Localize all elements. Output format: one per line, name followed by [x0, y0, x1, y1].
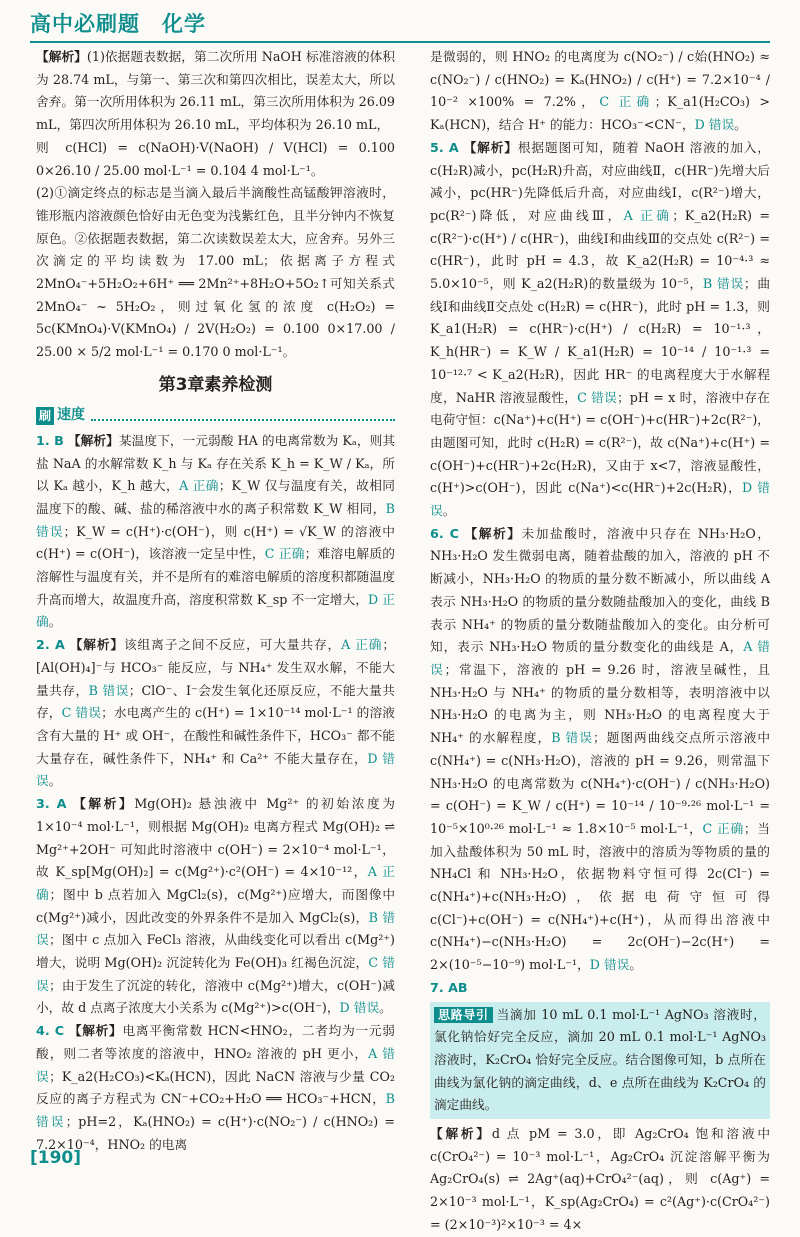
answer-1-verdict-c: C 正确: [264, 546, 305, 562]
answer-7: [430, 1123, 770, 1237]
answer-5-text-c: ；曲线Ⅰ和曲线Ⅱ交点处 c(H₂R) = c(HR⁻)，此时 pH = 1.3，则 K_a1(H₂R) = c(HR⁻)·c(H⁺) / c(H₂R) = 10⁻¹·³，K_h(HR⁻) = K_W / K_a1(H₂R) = 10⁻¹⁴ / 10⁻¹·³ = 10⁻¹²·⁷ < K_a2(H₂R)，因此 HR⁻ 的电离程度大于水解程度，NaHR 溶液显酸性，: [430, 276, 771, 405]
answer-1-verdict-d: D 正确: [36, 591, 395, 630]
analysis-label: 【解析】: [36, 49, 87, 64]
thinking-guide-tag: 思路导引: [434, 1007, 493, 1023]
answer-4-text-b: ；K_a2(H₂CO₃)<Kₐ(HCN)，因此 NaCN 溶液与少量 CO₂ 反应的离子方程式为 CN⁻+CO₂+H₂O ══ HCO₃⁻+HCN，: [36, 1068, 396, 1107]
answer-2-number: 2. A: [36, 637, 65, 653]
answer-3-text-e: 。: [379, 1000, 392, 1016]
answer-6-verdict-c: C 正确: [702, 820, 744, 836]
answer-1: [36, 430, 395, 634]
answer-1-verdict-a: A 正确: [179, 478, 219, 494]
answer-1-text-c: ；K_W = c(H⁺)·c(OH⁻)，则 c(H⁺) = √K_W 的溶液中 c(H⁺) = c(OH⁻)，该溶液一定呈中性，: [36, 523, 395, 562]
answer-1-text-e: 。: [48, 614, 62, 630]
answer-4-cont-verdict-d: D 错误: [694, 117, 735, 133]
answer-7-text-a: d 点 pM = 3.0，即 Ag₂CrO₄ 饱和溶液中 c(CrO₄²⁻) = 10⁻³ mol·L⁻¹，Ag₂CrO₄ 沉淀溶解平衡为 Ag₂CrO₄(s) ⇌ 2Ag⁺(aq)+CrO₄²⁻(aq)，则 c(Ag⁺) = 2×10⁻³ mol·L⁻¹，K_sp(Ag₂CrO₄) = c²(Ag⁺)·c(CrO₄²⁻) = (2×10⁻³)²×10⁻³ = 4×: [430, 1126, 771, 1232]
answer-3-verdict-d: D 错误: [339, 1000, 380, 1016]
answer-6-text-b: ；常温下，溶液的 pH = 9.26 时，溶液呈碱性，且 NH₃·H₂O 与 NH₄⁺ 的物质的量分数相等，表明溶液中以 NH₃·H₂O 的电离为主，则 NH₃·H₂O 的电离程度大于 NH₄⁺ 的水解程度，: [430, 661, 771, 746]
answer-5-text-b: ；K_a2(H₂R) = c(R²⁻)·c(H⁺) / c(HR⁻)，曲线Ⅰ和曲线Ⅲ的交点处 c(R²⁻) = c(HR⁻)，此时 pH = 4.3，故 K_a2(H₂R) = 10⁻⁴·³ ≈ 5.0×10⁻⁵，则 K_a2(H₂R)的数量级为 10⁻⁵，: [430, 207, 770, 292]
answer-2-text-a: 该组离子之间不反应，可大量共存，: [123, 637, 342, 653]
answer-4-verdict-b: B 错误: [36, 1091, 395, 1129]
answer-5-verdict-b: B 错误: [702, 276, 744, 292]
answer-2-text-e: 。: [48, 773, 62, 789]
answer-2: [36, 634, 395, 793]
thinking-guide-text: 当滴加 10 mL 0.1 mol·L⁻¹ AgNO₃ 溶液时，氯化钠恰好完全反应，滴加 20 mL 0.1 mol·L⁻¹ AgNO₃ 溶液时，K₂CrO₄ 恰好完全反应。结合图像可知，b 点所在曲线为氯化钠的滴定曲线，d、e 点所在曲线为 K₂CrO₄ 的滴定曲线。: [434, 1006, 766, 1113]
answer-3-verdict-a: A 正确: [36, 864, 395, 902]
answer-2-verdict-c: C 错误: [61, 705, 102, 721]
answer-2-verdict-a: A 正确: [341, 637, 383, 653]
answer-7-number: 7. AB: [430, 979, 468, 995]
intro-text-1: (1)依据题表数据，第二次所用 NaOH 标准溶液的体积为 28.74 mL，与第一、第三次和第四次相比，误差太大，所以舍弃。第一次所用体积为 26.11 mL，第三次所用体积为 26.09 mL，第四次所用体积为 26.10 mL，平均体积为 26.10 mL，: [36, 49, 396, 133]
page-header-title: 高中必刷题 化学: [30, 12, 206, 36]
answer-6-text-a: 未加盐酸时，溶液中只存在 NH₃·H₂O，NH₃·H₂O 发生微弱电离，随着盐酸的加入，溶液的 pH 不断减小，NH₃·H₂O 的物质的量分数不断减小，所以曲线 A 表示 NH₃·H₂O 的物质的量分数随盐酸加入的变化，曲线 B 表示 NH₄⁺ 的物质的量分数随盐酸加入的变化。由分析可知，表示 NH₃·H₂O 物质的量分数变化的曲线是 A，: [430, 525, 770, 655]
answer-6-label: 【解析】: [464, 525, 522, 541]
answer-2-label: 【解析】: [69, 637, 124, 653]
answer-5-text-d: ；pH = x 时，溶液中存在电荷守恒：c(Na⁺)+c(H⁺) = c(OH⁻)+c(HR⁻)+2c(R²⁻)，由题图可知，此时 c(H₂R) = c(R²⁻)，故 c(Na⁺)+c(H⁺) = c(OH⁻)+c(HR⁻)+2c(H₂R)，又由于 x<7，溶液显酸性，c(H⁺)>c(OH⁻)，因此 c(Na⁺)<c(HR⁻)+2c(H₂R)，: [430, 389, 770, 496]
section-name: 速度: [57, 407, 86, 424]
answer-3-label: 【解析】: [73, 796, 135, 812]
answer-1-text-a: 某温度下，一元弱酸 HA 的电离常数为 Kₐ，则其盐 NaA 的水解常数 K_h 与 Kₐ 存在关系 K_h = K_W / Kₐ，所以 Kₐ 越小，K_h 越大，: [36, 432, 396, 494]
answer-5-verdict-a: A 正确: [623, 207, 673, 223]
intro-paragraph-3: (2)①滴定终点的标志是当滴入最后半滴酸性高锰酸钾溶液时，锥形瓶内溶液颜色恰好由无色变为浅紫红色，且半分钟内不恢复原色。②依据题表数据，第二次读数误差太大，应舍弃。另外三次滴定的平均读数为 17.00 mL；依据离子方程式 2MnO₄⁻+5H₂O₂+6H⁺ ══ 2Mn²⁺+8H₂O+5O₂↑可知关系式 2MnO₄⁻ ~ 5H₂O₂，则过氧化氢的浓度 c(H₂O₂) = 5c(KMnO₄)·V(KMnO₄) / 2V(H₂O₂) = 0.100 0×17.00 / 25.00 × 5/2 mol·L⁻¹ = 0.170 0 mol·L⁻¹。: [36, 185, 395, 360]
answer-3: [36, 793, 395, 1020]
answer-6-verdict-d: D 错误: [589, 957, 630, 973]
answer-6-text-c: ；题图两曲线交点所示溶液中 c(NH₄⁺) = c(NH₃·H₂O)，溶液的 pH = 9.26，则常温下 NH₃·H₂O 的电离常数为 c(NH₄⁺)·c(OH⁻) / c(NH₃·H₂O) = c(OH⁻) = K_W / c(H⁺) = 10⁻¹⁴ / 10⁻⁹·²⁶ mol·L⁻¹ = 10⁻⁵×10⁰·²⁶ mol·L⁻¹ ≈ 1.8×10⁻⁵ mol·L⁻¹，: [430, 730, 771, 836]
answer-2-text-d: ；水电离产生的 c(H⁺) = 1×10⁻¹⁴ mol·L⁻¹ 的溶液含有大量的 H⁺ 或 OH⁻，在酸性和碱性条件下，HCO₃⁻ 都不能大量存在，碱性条件下，NH₄⁺ 和 Ca²⁺ 不能大量存在，: [36, 705, 395, 766]
answer-5-text-e: 。: [442, 503, 456, 519]
answer-1-text-b: ；K_W 仅与温度有关，故相同温度下的酸、碱、盐的稀溶液中水的离子积常数 K_W 相同，: [36, 478, 395, 516]
answer-3-text-d: ；由于发生了沉淀的转化，溶液中 c(Mg²⁺)增大，c(OH⁻)减小，故 d 点离子浓度大小关系为 c(Mg²⁺)>c(OH⁻)，: [36, 977, 395, 1016]
answer-5-number: 5. A: [430, 139, 459, 155]
answer-1-text-d: ；难溶电解质的溶解性与温度有关，并不是所有的难溶电解质的溶度积都随温度升高而增大，故温度升高，溶度积常数 K_sp 不一定增大，: [36, 546, 395, 607]
answer-4-label: 【解析】: [68, 1023, 123, 1039]
answer-4-verdict-a: A 错误: [36, 1045, 395, 1084]
answer-4-continued: [430, 46, 770, 137]
answer-5-verdict-c: C 错误: [577, 389, 618, 405]
answer-1-verdict-b: B 错误: [36, 500, 395, 539]
answer-4-cont-text-a: 是微弱的，则 HNO₂ 的电离度为 c(NO₂⁻) / c始(HNO₂) ≈ c(NO₂⁻) / c(HNO₂) = Kₐ(HNO₂) / c(H⁺) = 7.2×10⁻⁴ / 10⁻² ×100% = 7.2%，: [430, 49, 770, 110]
answer-6-verdict-b: B 错误: [551, 730, 593, 746]
answer-7-label: 【解析】: [430, 1126, 492, 1142]
answer-4-number: 4. C: [36, 1023, 65, 1039]
section-header: [36, 404, 395, 428]
answer-6-text-d: ；当加入盐酸体积为 50 mL 时，溶液中的溶质为等物质的量的 NH₄Cl 和 NH₃·H₂O，依据物料守恒可得 2c(Cl⁻) = c(NH₄⁺)+c(NH₃·H₂O)，依据电荷守恒可得 c(Cl⁻)+c(OH⁻) = c(NH₄⁺)+c(H⁺)，从而得出溶液中 c(NH₄⁺)−c(NH₃·H₂O) = 2c(OH⁻)−2c(H⁺) = 2×(10⁻⁵−10⁻⁹) mol·L⁻¹，: [430, 820, 770, 973]
answer-2-verdict-d: D 错误: [36, 750, 395, 789]
right-column: [430, 46, 770, 1237]
answer-3-verdict-c: C 错误: [36, 955, 395, 993]
intro-paragraph-1: [36, 46, 395, 137]
answer-3-text-c: ；图中 c 点加入 FeCl₃ 溶液，从曲线变化可以看出 c(Mg²⁺)增大，说明 Mg(OH)₂ 沉淀转化为 Fe(OH)₃ 红褐色沉淀，: [36, 932, 396, 971]
answer-1-label: 【解析】: [67, 432, 119, 448]
answer-5-label: 【解析】: [463, 139, 518, 155]
answer-4-cont-text-b: ；K_a1(H₂CO₃) > Kₐ(HCN)，结合 H⁺ 的能力：HCO₃⁻<CN⁻，: [430, 94, 771, 133]
answer-3-text-a: Mg(OH)₂ 悬浊液中 Mg²⁺ 的初始浓度为 1×10⁻⁴ mol·L⁻¹，则根据 Mg(OH)₂ 电离方程式 Mg(OH)₂ ⇌ Mg²⁺+2OH⁻ 可知此时溶液中 c(OH⁻) = 2×10⁻⁴ mol·L⁻¹，故 K_sp[Mg(OH)₂] = c(Mg²⁺)·c²(OH⁻) = 4×10⁻¹²，: [36, 796, 395, 880]
answer-3-verdict-b: B 错误: [36, 909, 396, 948]
answer-4-text-a: 电离平衡常数 HCN<HNO₂，二者均为一元弱酸，则二者等浓度的溶液中，HNO₂ 溶液的 pH 更小，: [36, 1023, 395, 1061]
answer-5-text-a: 根据题图可知，随着 NaOH 溶液的加入，c(H₂R)减小，pc(H₂R)升高，对应曲线Ⅱ，c(HR⁻)先增大后减小，pc(HR⁻)先降低后升高，对应曲线Ⅰ，c(R²⁻)增大，pc(R²⁻)降低，对应曲线Ⅲ，: [430, 139, 770, 223]
section-tag: 刷: [36, 407, 54, 425]
answer-6-verdict-a: A 错误: [430, 639, 770, 677]
answer-4-cont-verdict-c: C 正确: [599, 94, 655, 110]
section-divider: [91, 411, 395, 421]
header-divider: [30, 41, 770, 43]
answer-2-text-b: ；[Al(OH)₄]⁻与 HCO₃⁻ 能反应，与 NH₄⁺ 发生双水解，不能大量共存，: [36, 637, 395, 698]
intro-paragraph-2: 则 c(HCl) = c(NaOH)·V(NaOH) / V(HCl) = 0.100 0×26.10 / 25.00 mol·L⁻¹ = 0.104 4 mol·L⁻¹。: [36, 139, 395, 178]
answer-4: [36, 1020, 395, 1156]
answer-2-verdict-b: B 错误: [88, 682, 129, 698]
answer-3-number: 3. A: [36, 796, 67, 812]
answer-1-number: 1. B: [36, 432, 64, 448]
left-column: [36, 46, 395, 1156]
answer-7-heading: [430, 977, 770, 1000]
answer-5: [430, 137, 770, 523]
answer-2-text-c: ；ClO⁻、I⁻会发生氧化还原反应，不能大量共存，: [36, 682, 395, 721]
chapter-title: 第3章素养检测: [158, 374, 273, 395]
answer-4-cont-text-c: 。: [734, 117, 747, 133]
answer-3-text-b: ；图中 b 点若加入 MgCl₂(s)，c(Mg²⁺)应增大，而图像中 c(Mg²⁺)减小，因此改变的外界条件不是加入 MgCl₂(s)，: [36, 886, 396, 925]
page-number: [30, 1148, 81, 1168]
answer-5-verdict-d: D 错误: [430, 480, 770, 519]
answer-6-number: 6. C: [430, 525, 459, 541]
page-number-text: [190]: [30, 1148, 82, 1168]
answer-6: [430, 523, 770, 977]
thinking-guide-box: [430, 1002, 770, 1120]
answer-6-text-e: 。: [629, 957, 643, 973]
answer-4-text-c: ；pH=2，Kₐ(HNO₂) = c(H⁺)·c(NO₂⁻) / c(HNO₂) = 7.2×10⁻⁴，HNO₂ 的电离: [36, 1113, 395, 1152]
